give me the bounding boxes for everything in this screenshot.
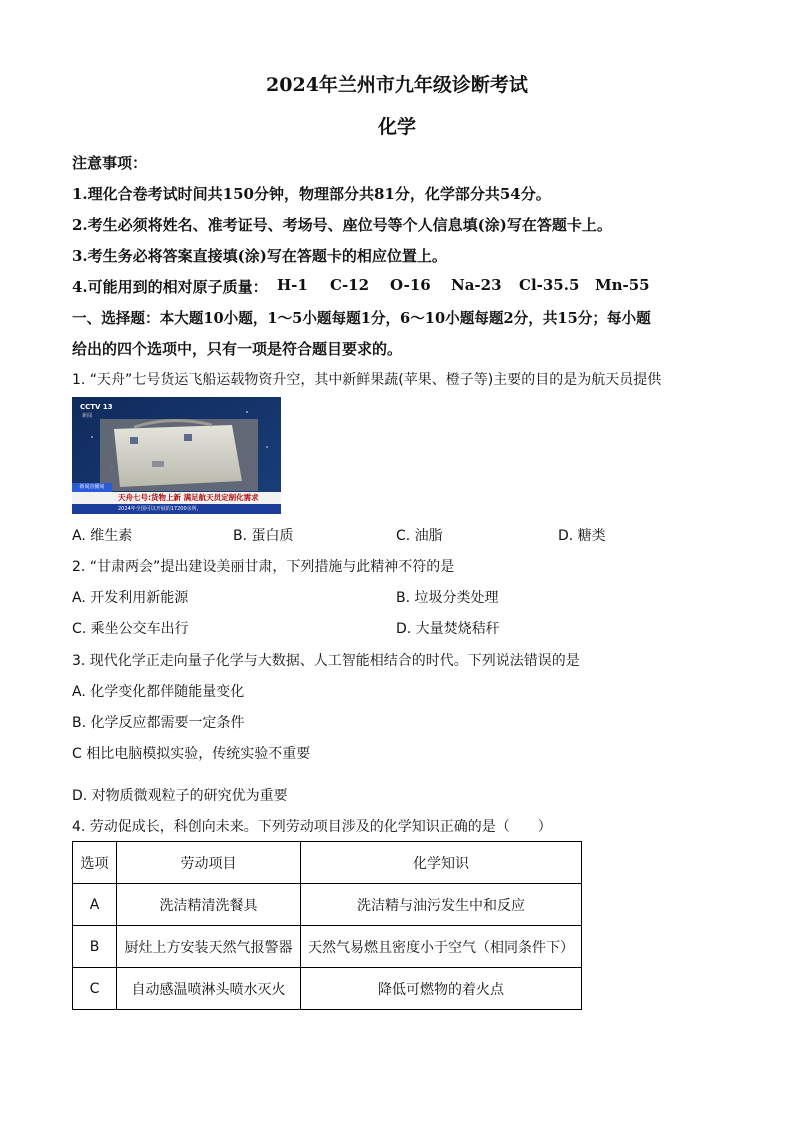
table-row bbox=[73, 884, 582, 926]
q2-option-a: A. 开发利用新能源 bbox=[72, 590, 189, 606]
q1-option-a: A. 维生素 bbox=[72, 528, 133, 544]
atomic-mass-na: Na-23 bbox=[451, 276, 502, 294]
section-heading: 一、选择题：本大题10小题，1～5小题每题1分，6～10小题每题2分，共15分；每小题 bbox=[72, 310, 651, 327]
atomic-mass-h: H-1 bbox=[277, 276, 308, 294]
table-header-row bbox=[73, 842, 582, 884]
table-row bbox=[73, 968, 582, 1010]
question-4-stem: 4. 劳动促成长，科创向未来。下列劳动项目涉及的化学知识正确的是（ ） bbox=[72, 819, 552, 835]
q1-option-d: D. 糖类 bbox=[558, 528, 606, 544]
table-header-cell: 选项 bbox=[73, 842, 117, 884]
q2-option-b: B. 垃圾分类处理 bbox=[396, 590, 499, 606]
q4-table bbox=[72, 841, 582, 1010]
note-item: 3.考生务必将答案直接填(涂)写在答题卡的相应位置上。 bbox=[72, 247, 447, 265]
table-cell: B bbox=[73, 926, 117, 968]
table-header-cell: 劳动项目 bbox=[117, 842, 301, 884]
atomic-mass-o: O-16 bbox=[390, 276, 431, 294]
channel-logo-sub: 新闻 bbox=[82, 413, 93, 419]
table-cell: 降低可燃物的着火点 bbox=[301, 968, 582, 1010]
note-item: 2.考生必须将姓名、准考证号、考场号、座位号等个人信息填(涂)写在答题卡上。 bbox=[72, 216, 612, 234]
question-2-stem: 2. “甘肃两会”提出建设美丽甘肃，下列措施与此精神不符的是 bbox=[72, 559, 455, 575]
news-screenshot-image bbox=[72, 397, 281, 514]
table-cell: 自动感温喷淋头喷水灭火 bbox=[117, 968, 301, 1010]
subject-title: 化学 bbox=[377, 116, 416, 138]
table-cell: 天然气易燃且密度小于空气（相同条件下） bbox=[301, 926, 582, 968]
section-heading-cont: 给出的四个选项中，只有一项是符合题目要求的。 bbox=[72, 340, 403, 358]
q2-option-c: C. 乘坐公交车出行 bbox=[72, 621, 189, 637]
table-row bbox=[73, 926, 582, 968]
table-cell: 厨灶上方安装天然气报警器 bbox=[117, 926, 301, 968]
atomic-mass-c: C-12 bbox=[330, 276, 370, 294]
atomic-mass-label: 4.可能用到的相对原子质量： bbox=[72, 278, 268, 296]
notes-heading: 注意事项： bbox=[72, 154, 148, 172]
news-ticker: 2024年全国可以开展的17200余所， bbox=[72, 504, 281, 514]
q1-option-b: B. 蛋白质 bbox=[233, 528, 294, 544]
atomic-mass-mn: Mn-55 bbox=[595, 276, 650, 294]
question-3-stem: 3. 现代化学正走向量子化学与大数据、人工智能相结合的时代。下列说法错误的是 bbox=[72, 653, 580, 669]
news-tag: 新闻直播间 bbox=[72, 483, 112, 492]
table-cell: 洗洁精与油污发生中和反应 bbox=[301, 884, 582, 926]
table-cell: A bbox=[73, 884, 117, 926]
note-item: 1.理化合卷考试时间共150分钟，物理部分共81分，化学部分共54分。 bbox=[72, 185, 551, 203]
table-cell: 洗洁精清洗餐具 bbox=[117, 884, 301, 926]
table-header-cell: 化学知识 bbox=[301, 842, 582, 884]
q3-option-a: A. 化学变化都伴随能量变化 bbox=[72, 684, 245, 700]
channel-logo: CCTV 13 bbox=[80, 403, 113, 411]
question-1-stem: 1. “天舟”七号货运飞船运载物资升空，其中新鲜果蔬(苹果、橙子等)主要的目的是为航天员提供 bbox=[72, 372, 662, 388]
q2-option-d: D. 大量焚烧秸秆 bbox=[396, 621, 500, 637]
q1-option-c: C. 油脂 bbox=[396, 528, 443, 544]
q3-option-c: C 相比电脑模拟实验，传统实验不重要 bbox=[72, 746, 311, 762]
exam-title: 2024年兰州市九年级诊断考试 bbox=[266, 74, 528, 96]
q3-option-b: B. 化学反应都需要一定条件 bbox=[72, 715, 245, 731]
news-caption: 天舟七号:货物上新 满足航天员定制化需求 bbox=[72, 492, 281, 504]
table-cell: C bbox=[73, 968, 117, 1010]
q3-option-d: D. 对物质微观粒子的研究优为重要 bbox=[72, 788, 288, 804]
atomic-mass-cl: Cl-35.5 bbox=[519, 276, 580, 294]
